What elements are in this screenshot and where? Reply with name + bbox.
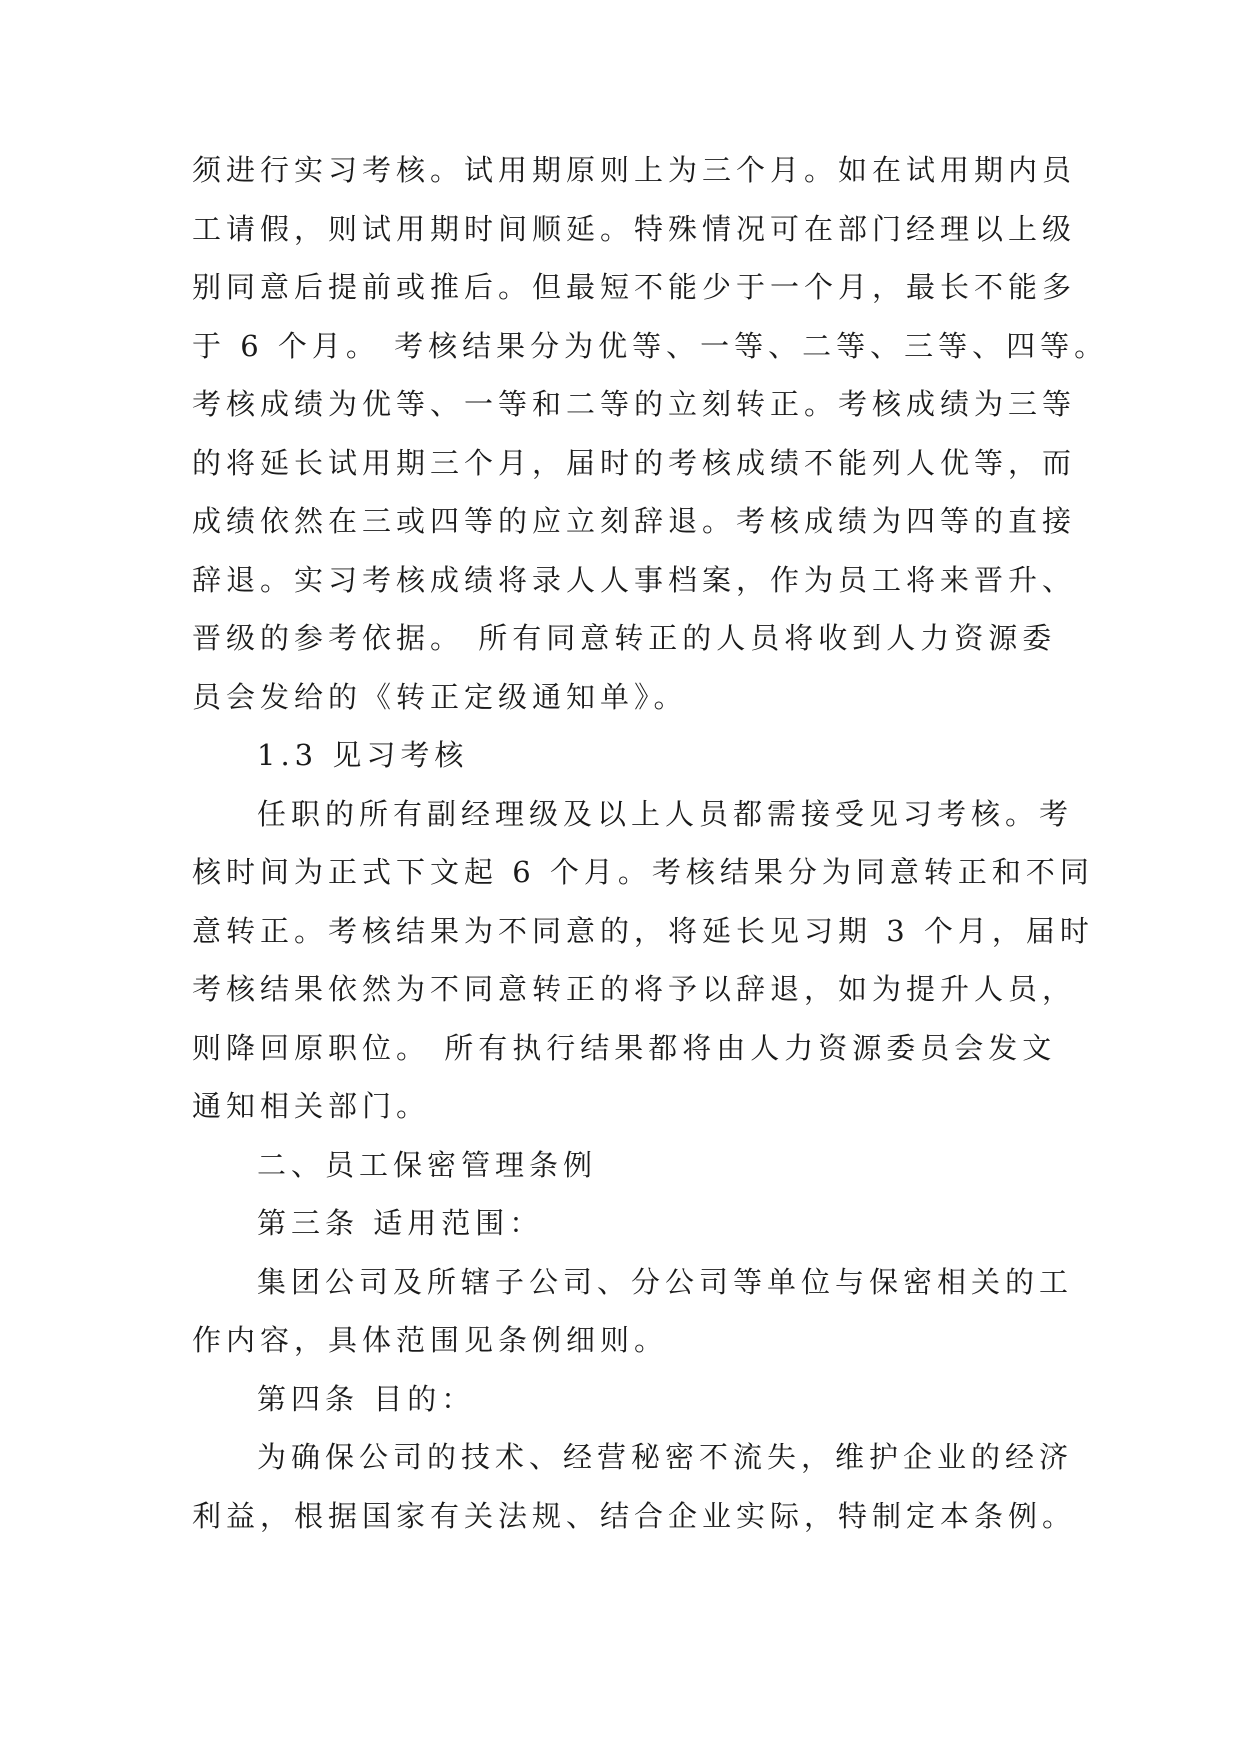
internship-paragraph-line: 通知相关部门。 (192, 1089, 431, 1123)
article-3-body-line: 作内容，具体范围见条例细则。 (192, 1323, 669, 1357)
probation-paragraph-line: 晋级的参考依据。 所有同意转正的人员将收到人力资源委 (192, 621, 1057, 655)
probation-paragraph-line: 别同意后提前或推后。但最短不能少于一个月，最长不能多 (192, 270, 1077, 304)
probation-paragraph-line: 的将延长试用期三个月，届时的考核成绩不能列人优等，而 (192, 446, 1077, 480)
internship-paragraph-line: 任职的所有副经理级及以上人员都需接受见习考核。考 (257, 797, 1074, 831)
internship-paragraph-line: 则降回原职位。 所有执行结果都将由人力资源委员会发文 (192, 1031, 1057, 1065)
probation-paragraph-line: 工请假，则试用期时间顺延。特殊情况可在部门经理以上级 (192, 212, 1077, 246)
internship-paragraph-line: 核时间为正式下文起 6 个月。考核结果分为同意转正和不同 (192, 855, 1094, 889)
probation-paragraph-line: 员会发给的《转正定级通知单》。 (192, 680, 688, 714)
article-3-heading: 第三条 适用范围： (257, 1206, 544, 1240)
probation-paragraph-line: 辞退。实习考核成绩将录人人事档案，作为员工将来晋升、 (192, 563, 1077, 597)
internship-paragraph-line: 考核结果依然为不同意转正的将予以辞退，如为提升人员， (192, 972, 1077, 1006)
article-4-body-line: 利益，根据国家有关法规、结合企业实际，特制定本条例。 (192, 1499, 1077, 1533)
probation-paragraph-line: 考核成绩为优等、一等和二等的立刻转正。考核成绩为三等 (192, 387, 1077, 421)
article-4-body-line: 为确保公司的技术、经营秘密不流失，维护企业的经济 (257, 1440, 1074, 1474)
internship-paragraph-line: 意转正。考核结果为不同意的，将延长见习期 3 个月，届时 (192, 914, 1094, 948)
section-heading-1-3: 1.3 见习考核 (257, 738, 469, 772)
probation-paragraph-line: 成绩依然在三或四等的应立刻辞退。考核成绩为四等的直接 (192, 504, 1077, 538)
probation-paragraph-line: 须进行实习考核。试用期原则上为三个月。如在试用期内员 (192, 153, 1077, 187)
probation-paragraph-line: 于 6 个月。 考核结果分为优等、一等、二等、三等、四等。 (192, 329, 1109, 363)
article-4-heading: 第四条 目的： (257, 1382, 476, 1416)
section-heading-2: 二、员工保密管理条例 (257, 1148, 598, 1182)
article-3-body-line: 集团公司及所辖子公司、分公司等单位与保密相关的工 (257, 1265, 1074, 1299)
